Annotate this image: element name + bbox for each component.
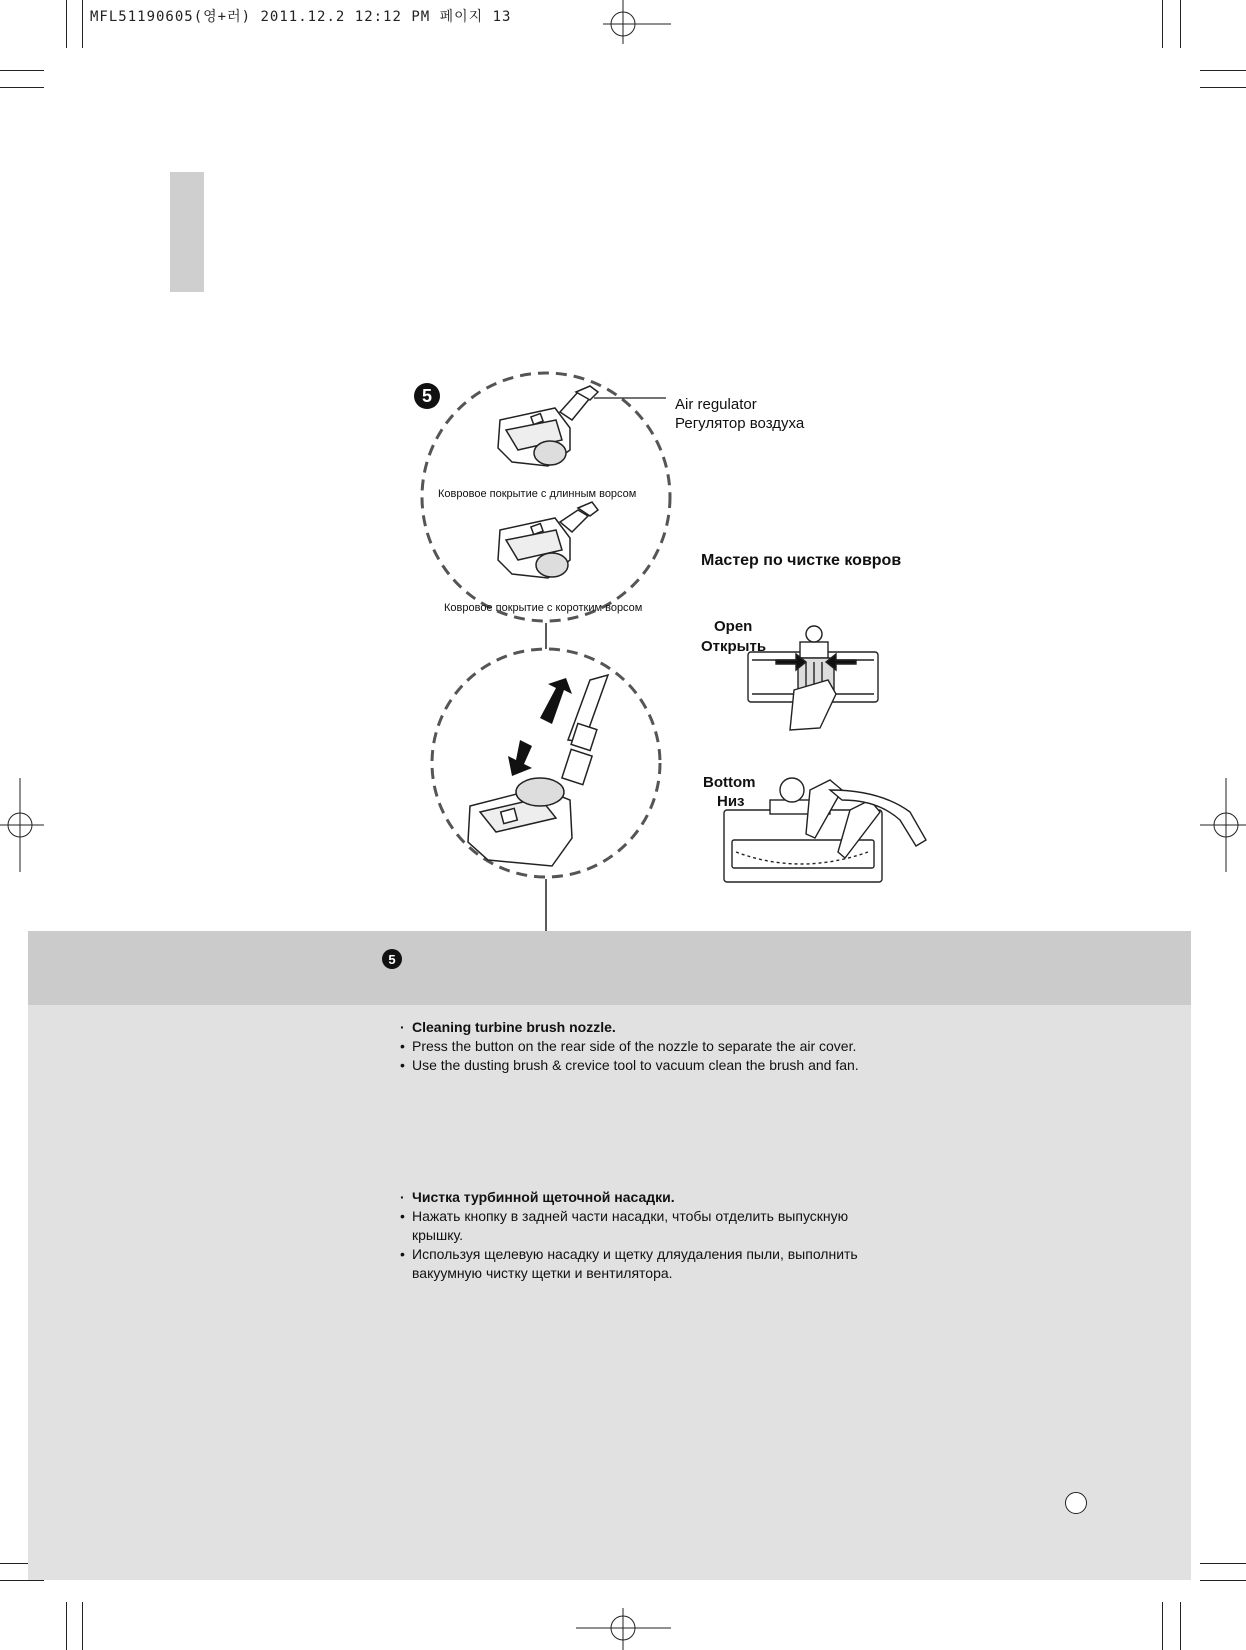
up-arrow-icon (540, 678, 572, 724)
nozzle-short-pile-icon (498, 502, 598, 578)
open-label-en: Open (714, 618, 753, 635)
bottom-view-illustration (724, 778, 926, 882)
bottom-label-en: Bottom (703, 774, 756, 791)
long-pile-caption: Ковровое покрытие с длинным ворсом (438, 488, 637, 500)
russian-bullet: • Нажать кнопку в задней части насадки, чтобы отделить выпускную крышку. (400, 1208, 849, 1243)
english-heading: · Cleaning turbine brush nozzle. (400, 1019, 616, 1035)
section-step-number: 5 (382, 949, 402, 969)
russian-bullet: • Используя щелевую насадку и щетку дляудаления пыли, выполнить вакуумную чистку щетки и вентилятора. (400, 1246, 858, 1281)
open-label-ru: Открыть (701, 638, 767, 655)
english-instructions (400, 1018, 860, 1075)
russian-instructions (400, 1188, 860, 1283)
turbine-nozzle-assembly-icon (468, 675, 608, 866)
nozzle-long-pile-icon (498, 386, 598, 466)
air-regulator-label-en: Air regulator (675, 396, 757, 413)
down-arrow-icon (508, 740, 532, 776)
diagram-step-number: 5 (414, 383, 440, 409)
russian-heading: · Чистка турбинной щеточной насадки. (400, 1189, 675, 1205)
page-number-circle (1065, 1492, 1087, 1514)
print-header: MFL51190605(영+러) 2011.12.2 12:12 PM 페이지 13 (90, 9, 512, 25)
english-bullet: • Press the button on the rear side of the nozzle to separate the air cover. (400, 1038, 857, 1054)
air-regulator-label-ru: Регулятор воздуха (675, 415, 805, 432)
english-bullet: • Use the dusting brush & crevice tool to vacuum clean the brush and fan. (400, 1057, 859, 1073)
carpet-master-title: Мастер по чистке ковров (701, 552, 902, 569)
short-pile-caption: Ковровое покрытие с коротким ворсом (444, 602, 643, 614)
open-cover-illustration (748, 626, 878, 730)
bottom-label-ru: Низ (717, 793, 745, 810)
